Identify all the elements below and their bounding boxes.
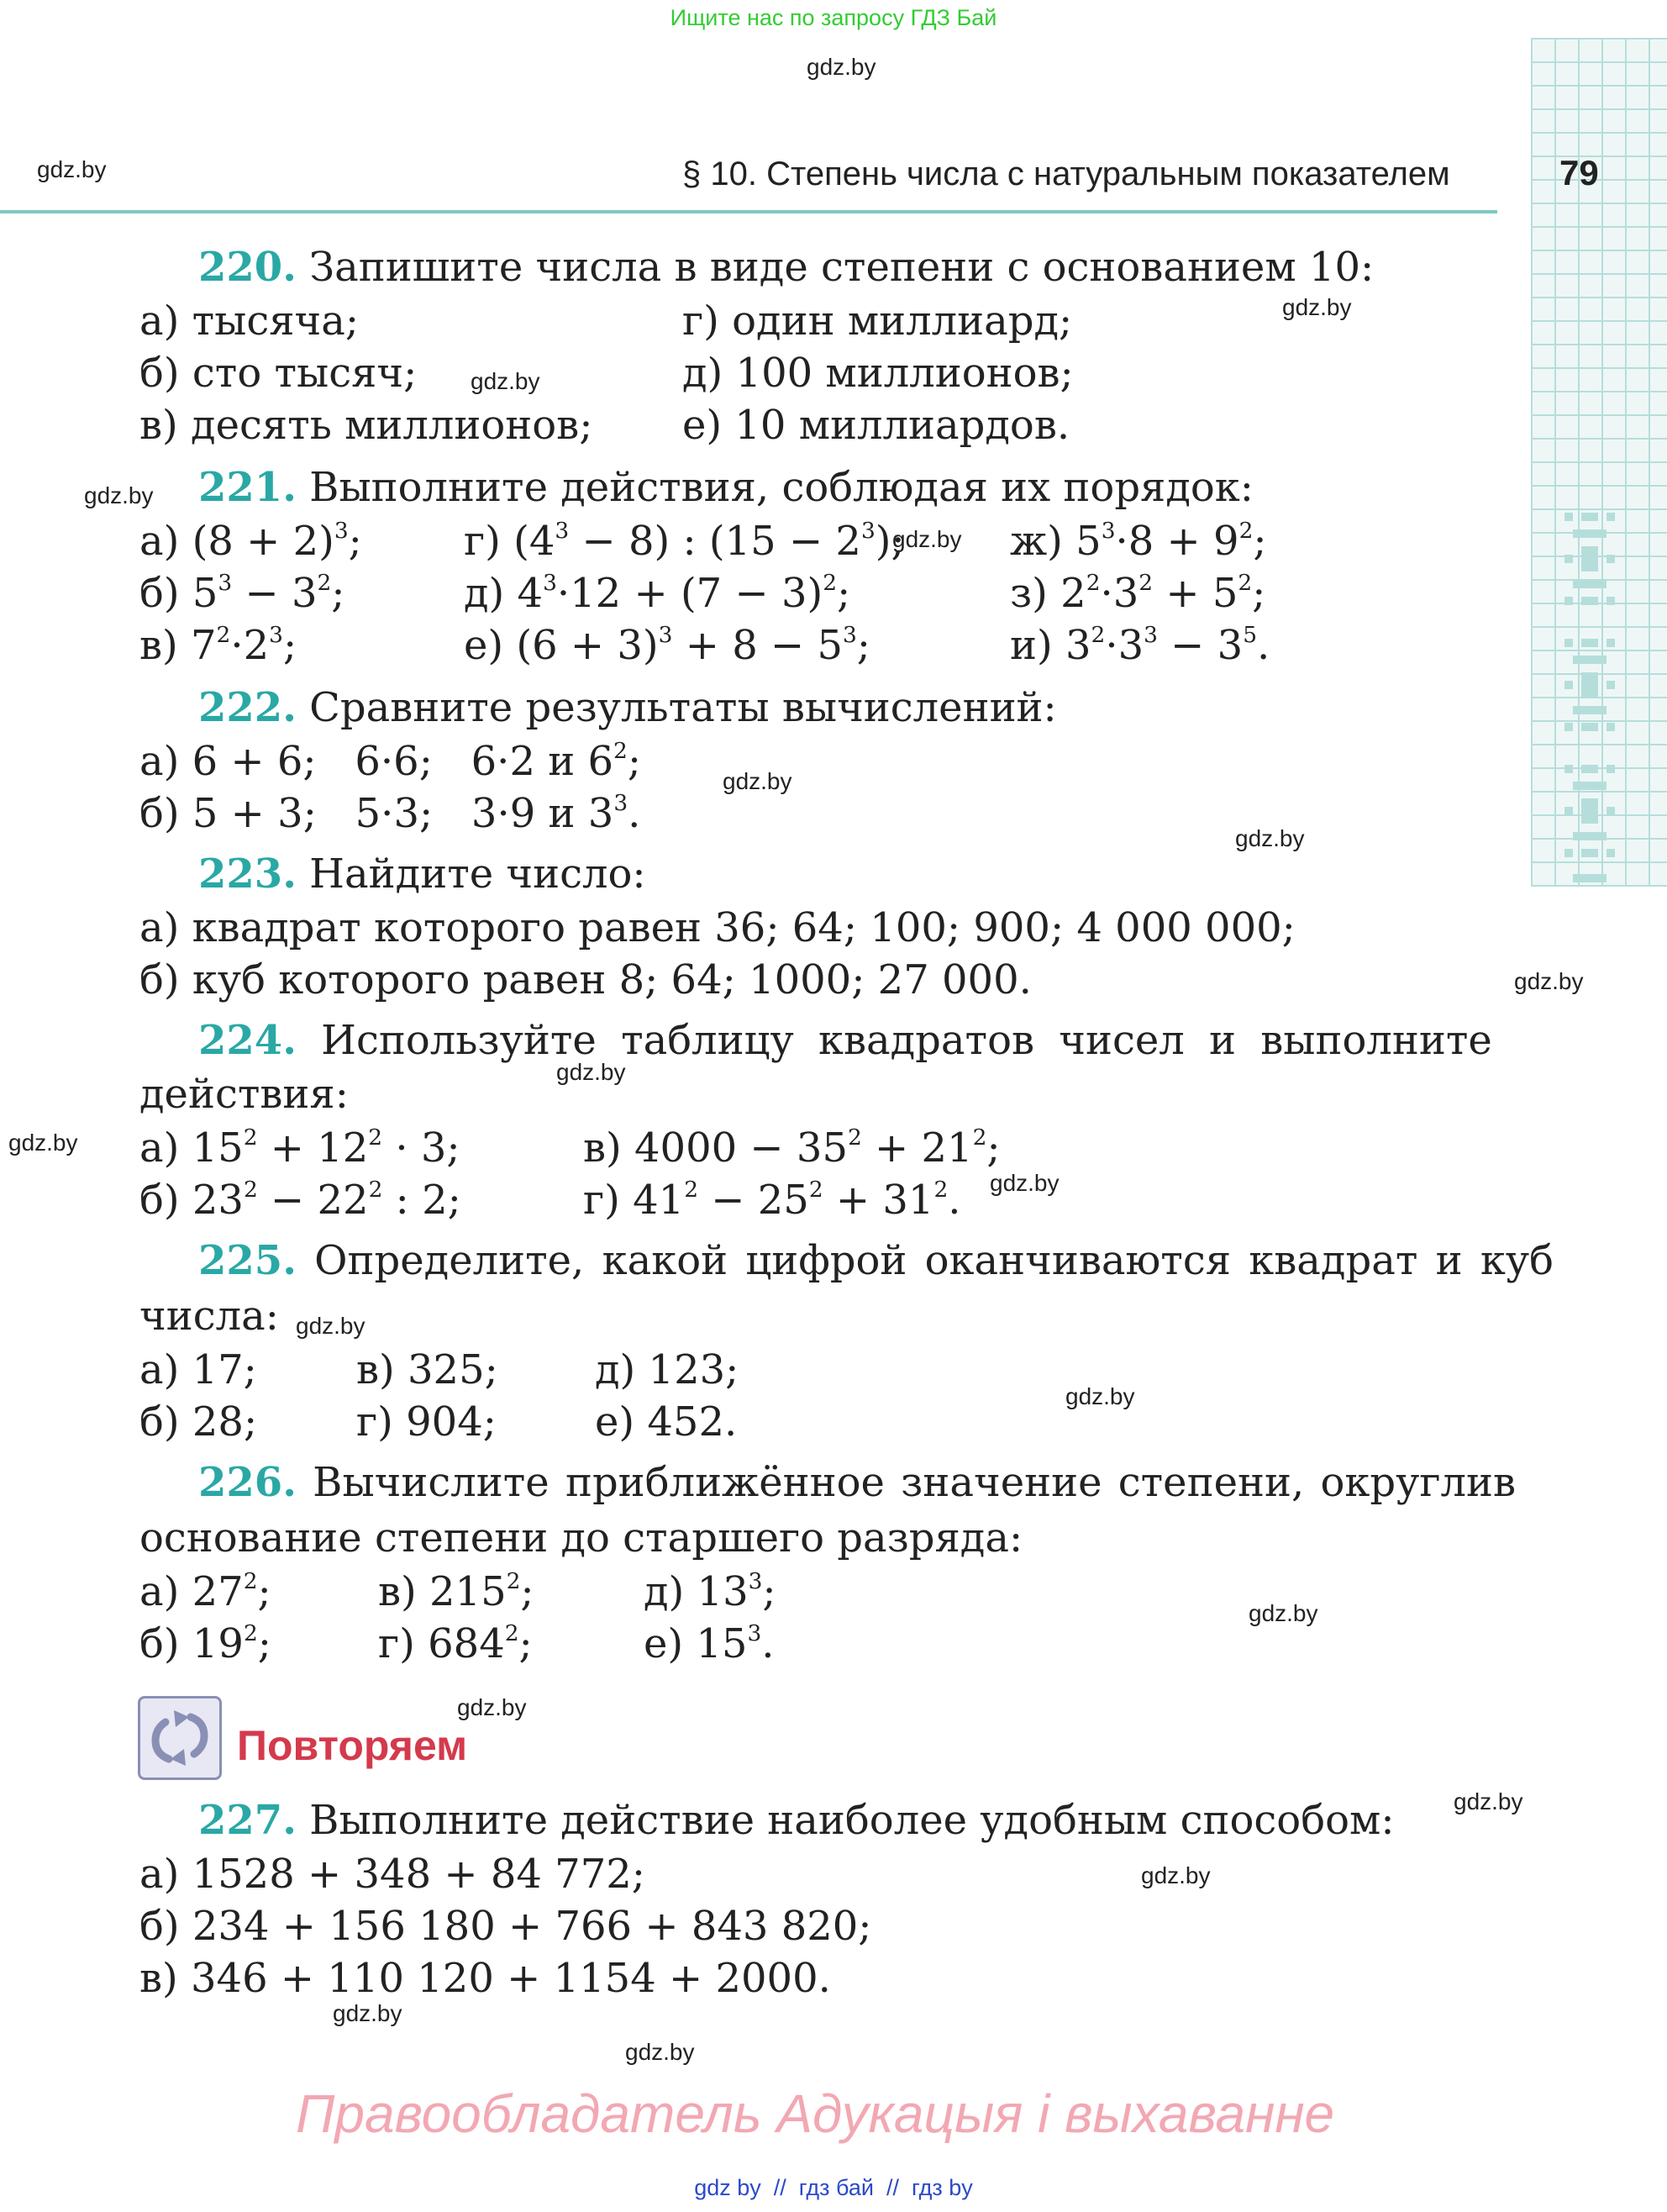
exercise-223-title — [198, 851, 646, 898]
item-b: б) 5 + 3; 5·3; 3·9 и $3^3$. — [139, 790, 641, 837]
repeat-arrows-icon — [138, 1696, 222, 1780]
exercise-text: Сравните результаты вычислений: — [309, 684, 1057, 731]
item-a: а) тысяча; — [139, 298, 360, 345]
item-d: д) $13^3$; — [644, 1568, 776, 1615]
exercise-text-continued: основание степени до старшего разряда: — [139, 1514, 1023, 1562]
exercise-text: Определите, какой цифрой оканчиваются квадрат и куб — [314, 1237, 1554, 1284]
exercise-text-continued: действия: — [139, 1071, 349, 1118]
exercise-number: 221. — [198, 464, 297, 511]
page-number: 79 — [1559, 153, 1599, 192]
section-title: § 10. Степень числа с натуральным показателем — [682, 155, 1450, 192]
exercise-text: Выполните действие наиболее удобным способом: — [309, 1797, 1395, 1844]
item-b: б) $23^2 - 22^2$ : 2; — [139, 1177, 461, 1224]
watermark: gdz.by — [723, 768, 792, 794]
watermark: gdz.by — [471, 368, 540, 394]
item-a: а) квадрат которого равен 36; 64; 100; 900; 4 000 000; — [139, 904, 1296, 951]
watermark: gdz.by — [990, 1170, 1060, 1196]
exercise-number: 227. — [198, 1797, 297, 1844]
item-a: а) $15^2 + 12^2 \cdot 3$; — [139, 1124, 460, 1172]
item-g: г) 904; — [356, 1398, 497, 1446]
item-b: б) 28; — [139, 1398, 258, 1446]
item-v: в) $7^2\cdot 2^3$; — [139, 622, 297, 669]
copyright-notice: Правообладатель Адукацыя і выхаванне — [296, 2083, 1335, 2144]
footer-links[interactable]: gdz by // гдз бай // гдз by — [694, 2175, 973, 2200]
exercise-number: 220. — [198, 244, 297, 291]
exercise-221-title — [198, 464, 1254, 511]
item-v: в) $4000 - 35^2 + 21^2$; — [583, 1124, 1001, 1172]
item-b: б) сто тысяч; — [139, 350, 418, 397]
item-e: е) $(6 + 3)^3 + 8 - 5^3$; — [464, 622, 870, 669]
item-zh: ж) $5^3\cdot 8 + 9^2$; — [1010, 518, 1267, 565]
item-d: д) 123; — [595, 1346, 739, 1393]
item-i: и) $3^2\cdot 3^3 - 3^5$. — [1010, 622, 1270, 669]
item-g: г) $41^2 - 25^2 + 31^2$. — [583, 1177, 961, 1224]
watermark: gdz.by — [1454, 1788, 1523, 1814]
item-z: з) $2^2\cdot 3^2 + 5^2$; — [1010, 570, 1266, 617]
item-e: е) 452. — [595, 1398, 738, 1446]
item-a: а) $27^2$; — [139, 1568, 271, 1615]
exercise-222-title — [198, 684, 1057, 731]
top-search-link[interactable]: Ищите нас по запросу ГДЗ Бай — [670, 5, 997, 30]
exercise-text-continued: числа: — [139, 1293, 279, 1340]
item-d: д) $4^3\cdot 12 + (7 - 3)^2$; — [464, 570, 851, 617]
item-a: а) 1528 + 348 + 84 772; — [139, 1851, 645, 1898]
item-a: а) $(8 + 2)^3$; — [139, 518, 362, 565]
exercise-number: 226. — [198, 1459, 297, 1506]
exercise-226-title — [198, 1459, 1517, 1506]
watermark: gdz.by — [457, 1694, 527, 1720]
item-b: б) куб которого равен 8; 64; 1000; 27 000. — [139, 956, 1032, 1003]
exercise-text: Используйте таблицу квадратов чисел и выполните — [321, 1017, 1492, 1064]
exercise-number: 224. — [198, 1017, 297, 1064]
exercise-text: Выполните действия, соблюдая их порядок: — [309, 464, 1254, 511]
item-v: в) $215^2$; — [378, 1568, 534, 1615]
watermark: gdz.by — [625, 2039, 695, 2065]
exercise-text: Запишите числа в виде степени с основанием 10: — [309, 244, 1375, 291]
exercise-225-title — [198, 1237, 1554, 1284]
exercise-number: 222. — [198, 684, 297, 731]
exercise-text: Найдите число: — [309, 851, 646, 898]
ornament-icon — [1564, 513, 1615, 891]
watermark: gdz.by — [892, 526, 962, 552]
item-v: в) 325; — [356, 1346, 498, 1393]
item-e: е) $15^3$. — [644, 1620, 775, 1667]
exercise-number: 225. — [198, 1237, 297, 1284]
watermark: gdz.by — [1235, 825, 1305, 851]
watermark: gdz.by — [1249, 1600, 1318, 1626]
item-e: е) 10 миллиардов. — [682, 402, 1070, 449]
watermark: gdz.by — [37, 156, 107, 182]
watermark: gdz.by — [807, 54, 876, 80]
repeat-section-label: Повторяем — [237, 1722, 468, 1769]
exercise-227-title — [198, 1797, 1395, 1844]
item-v: в) 346 + 110 120 + 1154 + 2000. — [139, 1955, 831, 2002]
exercise-224-title — [198, 1017, 1492, 1064]
watermark: gdz.by — [84, 482, 154, 508]
item-d: д) 100 миллионов; — [682, 350, 1074, 397]
exercise-220-title — [198, 244, 1375, 291]
watermark: gdz.by — [556, 1059, 626, 1085]
item-b: б) $19^2$; — [139, 1620, 271, 1667]
item-g: г) $(4^3 - 8)$ : $(15 - 2^3)$; — [464, 518, 905, 565]
item-g: г) $684^2$; — [378, 1620, 533, 1667]
watermark: gdz.by — [8, 1130, 78, 1156]
watermark: gdz.by — [1065, 1383, 1135, 1409]
exercise-number: 223. — [198, 851, 297, 898]
item-a: а) 17; — [139, 1346, 257, 1393]
watermark: gdz.by — [333, 2000, 402, 2026]
watermark: gdz.by — [1514, 968, 1584, 994]
exercise-text: Вычислите приближённое значение степени, округлив — [313, 1459, 1517, 1506]
header-divider — [0, 210, 1497, 213]
item-b: б) $5^3 - 3^2$; — [139, 570, 345, 617]
watermark: gdz.by — [1282, 294, 1352, 320]
item-v: в) десять миллионов; — [139, 402, 593, 449]
item-b: б) 234 + 156 180 + 766 + 843 820; — [139, 1903, 872, 1950]
item-a: а) 6 + 6; 6·6; 6·2 и $6^2$; — [139, 738, 641, 785]
watermark: gdz.by — [1141, 1862, 1211, 1888]
watermark: gdz.by — [296, 1313, 365, 1339]
item-g: г) один миллиард; — [682, 298, 1073, 345]
